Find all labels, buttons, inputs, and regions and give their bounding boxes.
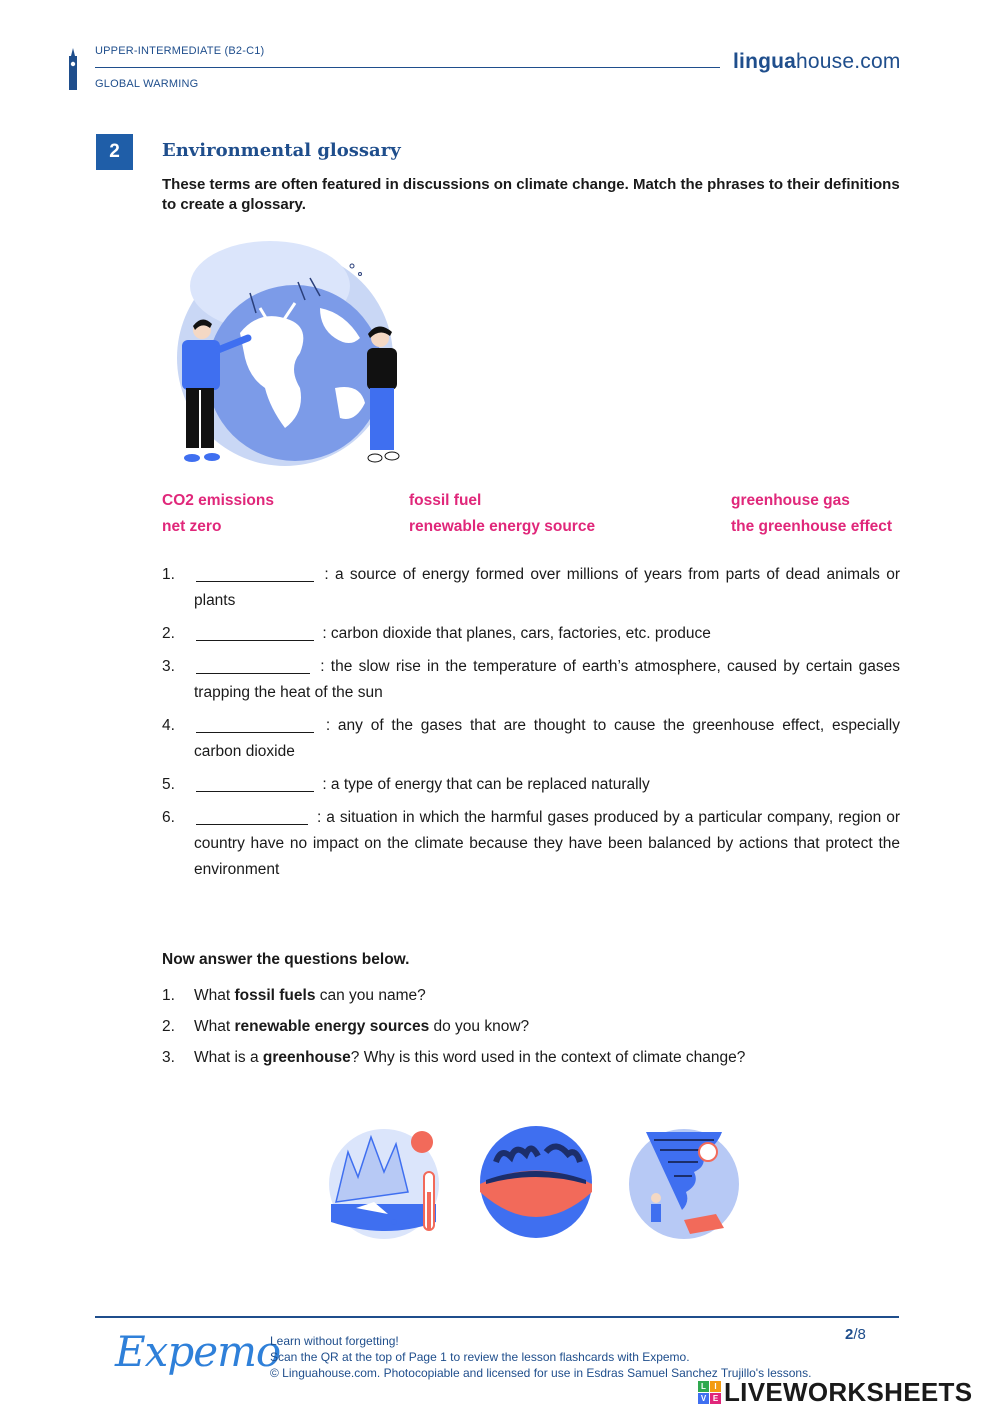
question-item: 1. What fossil fuels can you name? [162,987,426,1004]
term-co2-emissions: CO2 emissions [162,492,274,509]
header-divider [95,67,720,68]
tornado-illustration [624,1122,744,1242]
definition-item: 2. : carbon dioxide that planes, cars, factories, etc. produce [162,625,711,642]
section-title: Environmental glossary [162,140,401,161]
answer-blank[interactable] [196,774,314,792]
liveworksheets-watermark: L I V E LIVEWORKSHEETS [698,1377,972,1408]
melting-glacier-illustration [326,1122,446,1242]
term-fossil-fuel: fossil fuel [409,492,482,509]
brand-logo: linguahouse.com [733,50,901,73]
question-item: 3. What is a greenhouse? Why is this word used in the context of climate change? [162,1049,746,1066]
term-greenhouse-effect: the greenhouse effect [731,518,893,535]
footer-text: Learn without forgetting! Scan the QR at the top of Page 1 to review the lesson flashcards with Expemo. © Linguahouse.com. Photocopiable and licensed for use in Esdras Samuel Sanchez Trujillo's lessons. [270,1334,812,1380]
section-number: 2 [96,134,133,170]
term-net-zero: net zero [162,518,222,535]
answer-blank[interactable] [196,807,308,825]
question-list [162,985,900,1078]
globe-people-illustration [170,238,415,470]
questions-heading: Now answer the questions below. [162,951,410,968]
big-ben-icon [66,48,80,90]
term-renewable-energy-source: renewable energy source [409,518,596,535]
expemo-logo: Expemo [115,1327,281,1376]
page-number: 2/8 [845,1326,866,1343]
definition-item: 5. : a type of energy that can be replaced naturally [162,776,650,793]
answer-blank[interactable] [196,623,314,641]
answer-blank[interactable] [196,564,314,582]
footer-divider [95,1316,899,1318]
course-level: UPPER-INTERMEDIATE (B2-C1) [95,45,265,57]
answer-blank[interactable] [196,715,314,733]
instructions: These terms are often featured in discussions on climate change. Match the phrases to their definitions to create a glossary. [162,176,900,213]
term-greenhouse-gas: greenhouse gas [731,492,850,509]
liveworksheets-badge-icon: L I V E [698,1381,721,1404]
wildfire-illustration [476,1122,596,1242]
definition-list [162,562,900,890]
definition-item: 1. : a source of energy formed over millions of years from parts of dead animals or plants [162,566,901,609]
definition-item: 6. : a situation in which the harmful gases produced by a particular company, region or country have no impact on the climate because they have been balanced by actions that protect the environment [162,809,900,878]
question-item: 2. What renewable energy sources do you know? [162,1018,530,1035]
definition-item: 4. : any of the gases that are thought to cause the greenhouse effect, especially carbon dioxide [162,717,901,760]
definition-item: 3. : the slow rise in the temperature of earth’s atmosphere, caused by certain gases trapping the heat of the sun [162,658,900,701]
answer-blank[interactable] [196,656,310,674]
lesson-topic: GLOBAL WARMING [95,78,199,90]
